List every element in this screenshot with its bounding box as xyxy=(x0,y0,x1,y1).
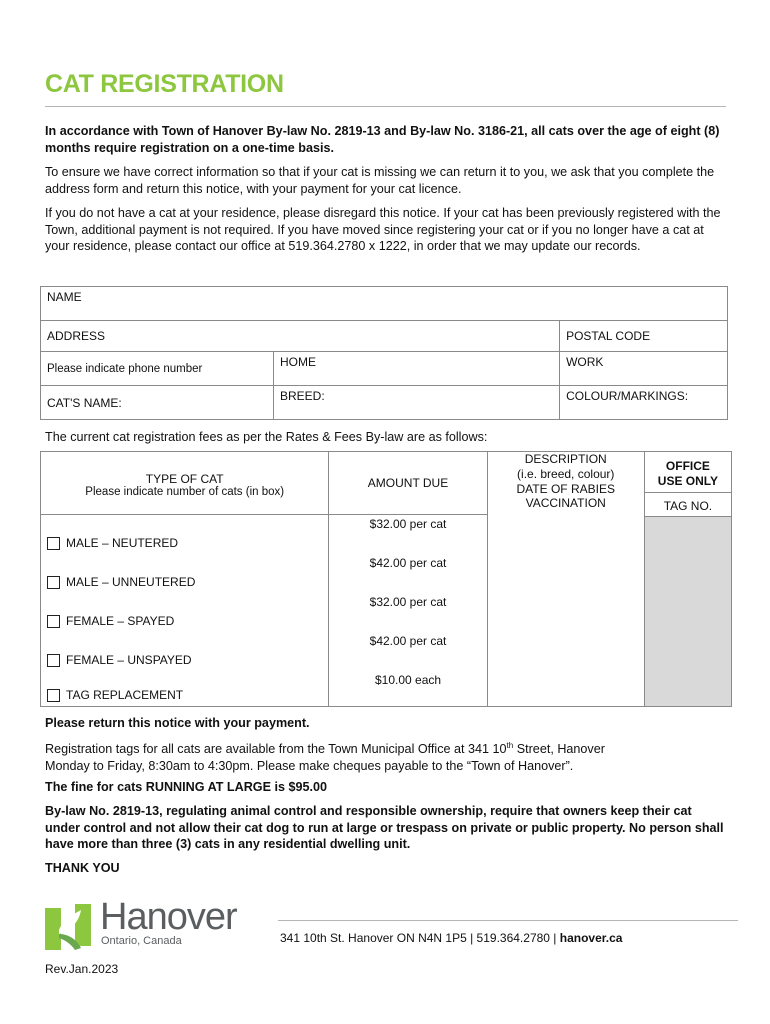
description-column[interactable] xyxy=(487,452,644,707)
amount-header: AMOUNT DUE xyxy=(367,476,449,490)
postal-code-label: POSTAL CODE xyxy=(566,329,651,343)
footer-address: 341 10th St. Hanover ON N4N 1P5 | 519.364.2780 | xyxy=(280,931,560,945)
address-field[interactable] xyxy=(41,321,560,352)
cat-name-field[interactable] xyxy=(41,386,274,420)
home-phone-field[interactable] xyxy=(274,352,560,386)
type-header: TYPE OF CAT xyxy=(145,472,224,486)
amount-list xyxy=(329,515,487,707)
phone-label-cell xyxy=(41,352,274,386)
type-subheader: Please indicate number of cats (in box) xyxy=(85,486,285,498)
fine-notice: The fine for cats RUNNING AT LARGE is $95.00 xyxy=(45,780,328,794)
description-header-2: (i.e. breed, colour) xyxy=(517,466,615,481)
colour-label: COLOUR/MARKINGS: xyxy=(566,389,689,403)
address-label: ADDRESS xyxy=(47,329,106,343)
colour-field[interactable] xyxy=(560,386,728,420)
cat-name-label: CAT'S NAME: xyxy=(47,395,122,410)
office-use-column xyxy=(644,452,731,707)
tags-info-text-1: Registration tags for all cats are available from the Town Municipal Office at 341 10 xyxy=(45,742,507,757)
fee-label: FEMALE – UNSPAYED xyxy=(66,653,192,667)
tag-header: TAG NO. xyxy=(645,493,731,517)
work-phone-field[interactable] xyxy=(560,352,728,386)
phone-label: Please indicate phone number xyxy=(47,362,203,375)
name-label: NAME xyxy=(47,290,82,304)
page-title: CAT REGISTRATION xyxy=(45,70,284,98)
amount-header-cell xyxy=(329,452,487,515)
fee-row-female-unspayed xyxy=(41,632,328,671)
footer-divider xyxy=(278,920,738,921)
intro-bold-text: In accordance with Town of Hanover By-law No. 2819-13 and By-law No. 3186-21, all cats over the age of eight (8) months require registration on a one-time basis. xyxy=(45,124,720,155)
fee-amount: $32.00 per cat xyxy=(369,595,447,609)
revision-date: Rev.Jan.2023 xyxy=(45,962,119,976)
tag-replacement-checkbox[interactable] xyxy=(47,689,60,702)
fee-row-male-unneutered xyxy=(41,554,328,593)
fee-amount: $32.00 per cat xyxy=(369,517,447,531)
hanover-logo-mark-icon xyxy=(45,904,93,950)
breed-label: BREED: xyxy=(280,389,325,403)
fee-amount: $42.00 per cat xyxy=(369,634,447,648)
tags-info-text-3: Monday to Friday, 8:30am to 4:30pm. Please make cheques payable to the “Town of Hanover”. xyxy=(45,758,574,773)
title-divider xyxy=(45,106,726,107)
return-notice: Please return this notice with your payment. xyxy=(45,716,310,730)
breed-field[interactable] xyxy=(274,386,560,420)
work-label: WORK xyxy=(566,355,604,369)
fee-label: MALE – NEUTERED xyxy=(66,536,179,550)
fee-amount: $10.00 each xyxy=(374,673,442,687)
male-unneutered-checkbox[interactable] xyxy=(47,576,60,589)
thank-you: THANK YOU xyxy=(45,861,120,875)
fee-label: TAG REPLACEMENT xyxy=(66,688,184,702)
owner-info-form xyxy=(40,286,728,420)
description-header-1: DESCRIPTION xyxy=(524,452,607,466)
footer-contact xyxy=(280,931,622,945)
fee-amount: $42.00 per cat xyxy=(369,556,447,570)
male-neutered-checkbox[interactable] xyxy=(47,537,60,550)
fee-row-male-neutered xyxy=(41,515,328,554)
fees-intro: The current cat registration fees as per the Rates & Fees By-law are as follows: xyxy=(45,430,488,444)
female-unspayed-checkbox[interactable] xyxy=(47,654,60,667)
fee-label: MALE – UNNEUTERED xyxy=(66,575,196,589)
type-header-cell xyxy=(41,452,329,515)
cat-type-list xyxy=(41,515,329,707)
description-header-4: VACCINATION xyxy=(525,496,606,511)
footer-website-link[interactable]: hanover.ca xyxy=(559,931,623,945)
tags-info-superscript: th xyxy=(506,741,514,750)
intro-paragraph-2: If you do not have a cat at your residence, please disregard this notice. If your cat has been previously registered with the Town, additional payment is not required. If you have moved since registering your cat or if you no longer have a cat at your residence, please contact our office at 519.364.2780 x 1222, in order that we may update our records. xyxy=(45,206,721,253)
description-header-3: DATE OF RABIES xyxy=(516,481,615,496)
fee-row-female-spayed xyxy=(41,593,328,632)
intro-paragraph-1: To ensure we have correct information so that if your cat is missing we can return it to you, we ask that you complete the address form and return this notice, with your payment for your cat licence. xyxy=(45,165,715,196)
postal-code-field[interactable] xyxy=(560,321,728,352)
name-field[interactable] xyxy=(41,287,728,321)
logo-subtitle: Ontario, Canada xyxy=(101,935,182,947)
fees-table xyxy=(40,451,732,707)
female-spayed-checkbox[interactable] xyxy=(47,615,60,628)
logo-wordmark: Hanover xyxy=(100,896,237,938)
office-header-2: USE ONLY xyxy=(657,474,719,488)
home-label: HOME xyxy=(280,355,316,369)
tags-info xyxy=(45,738,735,774)
bylaw-notice: By-law No. 2819-13, regulating animal control and responsible ownership, require that owners keep their cat under control and not allow their cat dog to run at large or trespass on private or public property. No person shall have more than three (3) cats in any residential dwelling unit. xyxy=(45,804,724,851)
fee-row-tag-replacement xyxy=(41,671,328,706)
fee-label: FEMALE – SPAYED xyxy=(66,614,175,628)
office-header-1: OFFICE xyxy=(665,459,710,473)
tags-info-text-2: Street, Hanover xyxy=(513,742,605,757)
